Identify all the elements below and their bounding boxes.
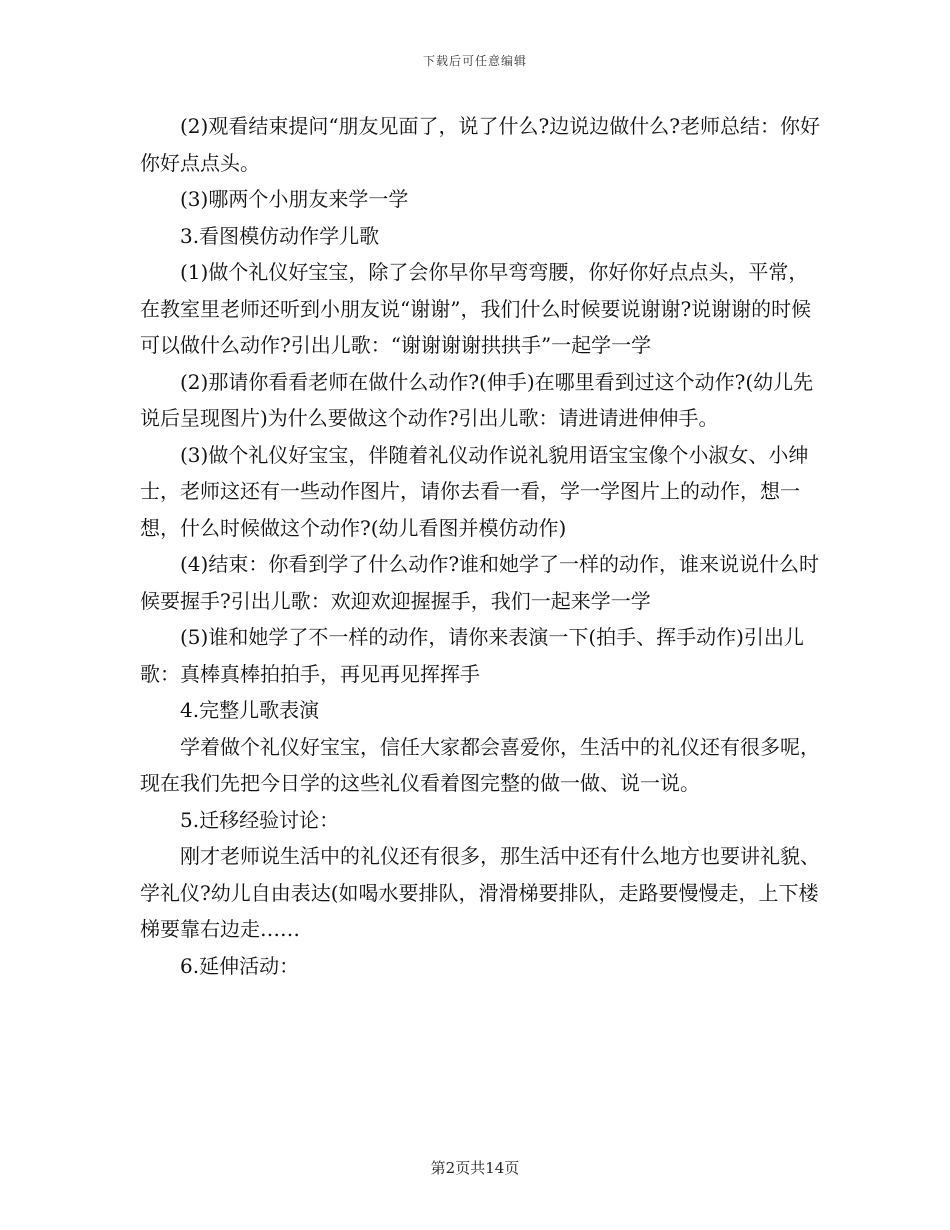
section-heading-3: 3.看图模仿动作学儿歌 (180, 223, 380, 248)
paragraph-step-3-3: (3)做个礼仪好宝宝，伴随着礼仪动作说礼貌用语宝宝像个小淑女、小绅士，老师这还有一些动作图片，请你去看一看，学一学图片上的动作，想一想，什么时候做这个动作?(幼儿看图并模仿动作) (140, 442, 809, 540)
document-body (140, 108, 826, 984)
page-footer: 第2页共14页 (430, 1159, 520, 1177)
paragraph-section-5: 刚才老师说生活中的礼仪还有很多，那生活中还有什么地方也要讲礼貌、学礼仪?幼儿自由表达(如喝水要排队，滑滑梯要排队，走路要慢慢走，上下楼梯要靠右边走…… (140, 844, 820, 941)
section-heading-4: 4.完整儿歌表演 (180, 698, 320, 722)
section-heading-6: 6.延伸活动： (180, 953, 300, 978)
paragraph-section-4: 学着做个礼仪好宝宝，信任大家都会喜爱你，生活中的礼仪还有很多呢，现在我们先把今日学的这些礼仪看着图完整的做一做、说一说。 (140, 734, 820, 795)
paragraph-step-3-1: (1)做个礼仪好宝宝，除了会你早你早弯弯腰，你好你好点点头，平常，在教室里老师还听到小朋友说“谢谢”，我们什么时候要说谢谢?说谢谢的时候可以做什么动作?引出儿歌：“谢谢谢谢拱拱手”一起学一学 (140, 260, 812, 357)
section-heading-5: 5.迁移经验讨论： (180, 807, 340, 832)
paragraph-step-3-5: (5)谁和她学了不一样的动作，请你来表演一下(拍手、挥手动作)引出儿歌：真棒真棒拍拍手，再见再见挥挥手 (140, 625, 804, 686)
page-header: 下载后可任意编辑 (422, 54, 527, 68)
paragraph-step-3-4: (4)结束：你看到学了什么动作?谁和她学了一样的动作，谁来说说什么时候要握手?引出儿歌：欢迎欢迎握握手，我们一起来学一学 (140, 552, 820, 613)
paragraph-step-2-3: (3)哪两个小朋友来学一学 (180, 187, 409, 211)
paragraph-step-3-2: (2)那请你看看老师在做什么动作?(伸手)在哪里看到过这个动作?(幼儿先说后呈现图片)为什么要做这个动作?引出儿歌：请进请进伸伸手。 (140, 369, 814, 430)
paragraph-step-2-2: (2)观看结束提问“朋友见面了，说了什么?边说边做什么?老师总结：你好你好点点头。 (140, 114, 820, 175)
